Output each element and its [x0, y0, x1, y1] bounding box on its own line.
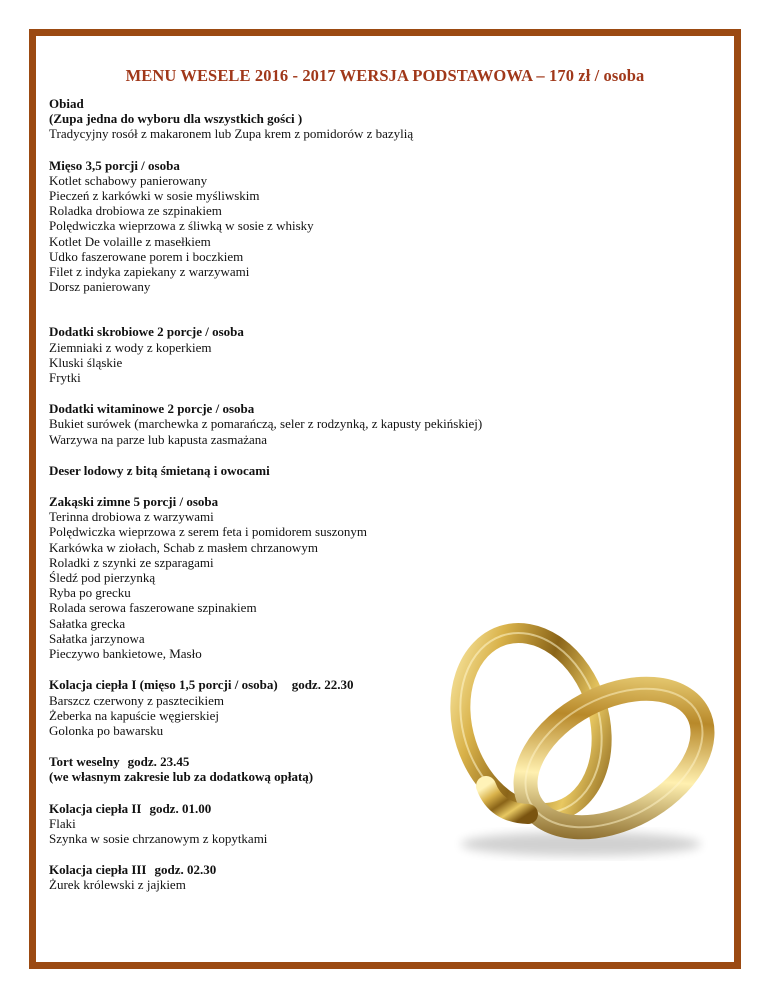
- menu-item: Golonka po bawarsku: [49, 722, 164, 738]
- menu-item: Roladka drobiowa ze szpinakiem: [49, 203, 222, 219]
- section-heading: Obiad: [49, 96, 84, 111]
- section-time: godz. 02.30: [154, 862, 217, 878]
- wedding-rings-icon: [416, 608, 726, 868]
- menu-item: Sałatka grecka: [49, 615, 126, 631]
- section-dodatki-skrobiowe: [49, 324, 609, 385]
- menu-item: Barszcz czerwony z pasztecikiem: [49, 692, 225, 708]
- section-obiad: [49, 96, 609, 142]
- menu-item: Polędwiczka wieprzowa z śliwką w sosie z whisky: [49, 218, 314, 234]
- section-heading: Mięso 3,5 porcji / osoba: [49, 157, 180, 173]
- section-subheading: (we własnym zakresie lub za dodatkową opłatą): [49, 769, 314, 785]
- section-time: godz. 22.30: [291, 677, 354, 693]
- menu-item: Polędwiczka wieprzowa z serem feta i pomidorem suszonym: [49, 524, 368, 540]
- menu-item: Warzywa na parze lub kapusta zasmażana: [49, 431, 268, 447]
- menu-item: Pieczeń z karkówki w sosie myśliwskim: [49, 188, 260, 204]
- section-dodatki-witaminowe: [49, 401, 609, 447]
- section-heading-text: Tort weselny: [49, 754, 120, 770]
- menu-item: Flaki: [49, 815, 76, 831]
- menu-item: Tradycyjny rosół z makaronem lub Zupa krem z pomidorów z bazylią: [49, 126, 414, 142]
- menu-item: Ryba po grecku: [49, 585, 131, 601]
- menu-item: Dorsz panierowany: [49, 279, 151, 295]
- menu-item: Kluski śląskie: [49, 354, 123, 370]
- section-heading: Dodatki skrobiowe 2 porcje / osoba: [49, 324, 244, 340]
- menu-item: Sałatka jarzynowa: [49, 630, 145, 646]
- page-border: [29, 29, 741, 969]
- menu-item: Szynka w sosie chrzanowym z kopytkami: [49, 830, 268, 846]
- menu-item: Roladki z szynki ze szparagami: [49, 554, 214, 570]
- menu-item: Udko faszerowane porem i boczkiem: [49, 248, 244, 264]
- menu-item: Frytki: [49, 370, 81, 386]
- menu-item: Kotlet De volaille z masełkiem: [49, 233, 211, 249]
- menu-item: Pieczywo bankietowe, Masło: [49, 646, 202, 662]
- section-deser: [49, 463, 609, 478]
- menu-item: Rolada serowa faszerowane szpinakiem: [49, 600, 257, 616]
- menu-item: Żeberka na kapuście węgierskiej: [49, 707, 220, 723]
- section-heading: Deser lodowy z bitą śmietaną i owocami: [49, 462, 270, 478]
- menu-item: Kotlet schabowy panierowany: [49, 172, 208, 188]
- menu-item: Terinna drobiowa z warzywami: [49, 509, 214, 525]
- menu-item: Ziemniaki z wody z koperkiem: [49, 339, 212, 355]
- menu-item: Żurek królewski z jajkiem: [49, 877, 186, 893]
- section-heading: Dodatki witaminowe 2 porcje / osoba: [49, 401, 255, 417]
- section-heading-text: Kolacja ciepła II: [49, 800, 142, 816]
- section-subheading: (Zupa jedna do wyboru dla wszystkich gości ): [49, 111, 303, 127]
- menu-item: Filet z indyka zapiekany z warzywami: [49, 264, 250, 280]
- section-heading-text: Kolacja ciepła III: [49, 862, 147, 878]
- menu-item: Bukiet surówek (marchewka z pomarańczą, seler z rodzynką, z kapusty pekińskiej): [49, 416, 483, 432]
- section-heading-text: Kolacja ciepła I (mięso 1,5 porcji / osoba): [49, 677, 278, 693]
- section-heading: Zakąski zimne 5 porcji / osoba: [49, 494, 219, 510]
- menu-title: MENU WESELE 2016 - 2017 WERSJA PODSTAWOWA – 170 zł / osoba: [125, 66, 645, 85]
- section-time: godz. 01.00: [149, 800, 212, 816]
- menu-item: Karkówka w ziołach, Schab z masłem chrzanowym: [49, 539, 318, 555]
- section-mieso: [49, 158, 609, 295]
- section-time: godz. 23.45: [127, 754, 190, 770]
- menu-item: Śledź pod pierzynką: [49, 570, 156, 586]
